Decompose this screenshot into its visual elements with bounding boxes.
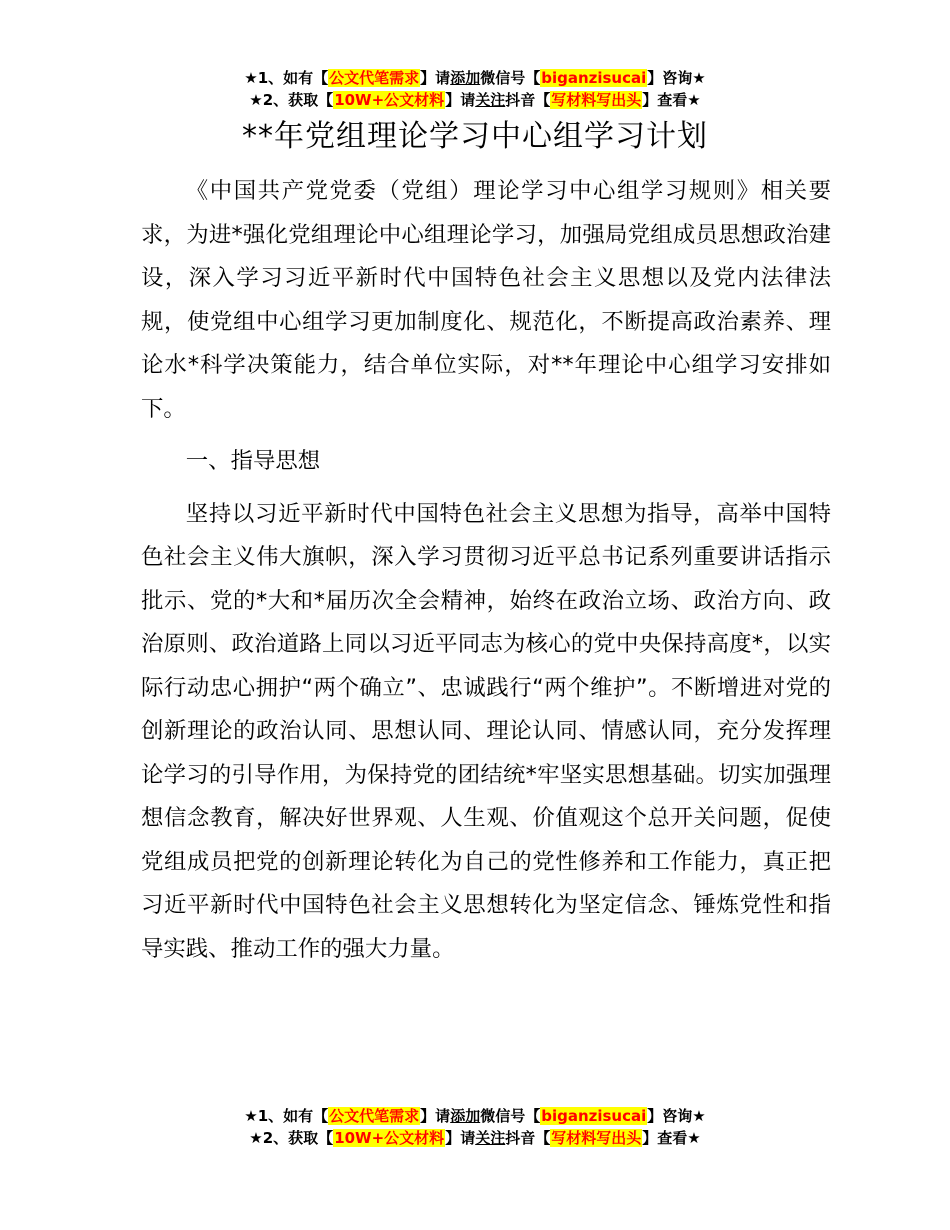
douyin-id: 写材料写出头 xyxy=(551,91,642,109)
section-heading: 一、指导思想 xyxy=(185,448,321,474)
banner-text: ★2、获取【 xyxy=(249,1129,334,1147)
banner-line-1 xyxy=(0,67,950,89)
banner-text: 】咨询★ xyxy=(647,1107,706,1125)
banner-text: 抖音【 xyxy=(505,1129,551,1147)
banner-text: ★1、如有【 xyxy=(244,69,329,87)
banner-text: ★1、如有【 xyxy=(244,1107,329,1125)
top-banner xyxy=(0,67,950,111)
underlined-text: 关注 xyxy=(475,91,506,109)
banner-text: 】请 xyxy=(420,69,451,87)
banner-text: 微信号【 xyxy=(480,1107,541,1125)
highlight-text: 10W+公文材料 xyxy=(334,1129,445,1147)
underlined-text: 关注 xyxy=(475,1129,506,1147)
banner-text: 】请 xyxy=(445,1129,476,1147)
underlined-text: 添加 xyxy=(450,69,481,87)
douyin-id: 写材料写出头 xyxy=(551,1129,642,1147)
highlight-text: 公文代笔需求 xyxy=(329,69,420,87)
section-paragraph: 坚持以习近平新时代中国特色社会主义思想为指导，高举中国特色社会主义伟大旗帜，深入学习贯彻习近平总书记系列重要讲话指示批示、党的*大和*届历次全会精神，始终在政治立场、政治方向、政治原则、政治道路上同以习近平同志为核心的党中央保持高度*，以实际行动忠心拥护“两个确立”、忠诚践行“两个维护”。不断增进对党的创新理论的政治认同、思想认同、理论认同、情感认同，充分发挥理论学习的引导作用，为保持党的团结统*牢坚实思想基础。切实加强理想信念教育，解决好世界观、人生观、价值观这个总开关问题，促使党组成员把党的创新理论转化为自己的党性修养和工作能力，真正把习近平新时代中国特色社会主义思想转化为坚定信念、锤炼党性和指导实践、推动工作的强大力量。 xyxy=(141,500,831,962)
banner-text: 】请 xyxy=(420,1107,451,1125)
banner-text: 】查看★ xyxy=(642,1129,701,1147)
banner-line-1 xyxy=(0,1105,950,1127)
banner-text: ★2、获取【 xyxy=(249,91,334,109)
document-title: **年党组理论学习中心组学习计划 xyxy=(242,119,708,154)
banner-line-2 xyxy=(0,1127,950,1149)
banner-text: 】咨询★ xyxy=(647,69,706,87)
banner-text: 抖音【 xyxy=(505,91,551,109)
wechat-id: biganzisucai xyxy=(541,69,647,87)
highlight-text: 10W+公文材料 xyxy=(334,91,445,109)
highlight-text: 公文代笔需求 xyxy=(329,1107,420,1125)
intro-paragraph: 《中国共产党党委（党组）理论学习中心组学习规则》相关要求，为进*强化党组理论中心组理论学习，加强局党组成员思想政治建设，深入学习习近平新时代中国特色社会主义思想以及党内法律法规，使党组中心组学习更加制度化、规范化，不断提高政治素养、理论水*科学决策能力，结合单位实际，对**年理论中心组学习安排如下。 xyxy=(141,178,831,422)
bottom-banner xyxy=(0,1105,950,1149)
banner-text: 】查看★ xyxy=(642,91,701,109)
banner-text: 微信号【 xyxy=(480,69,541,87)
banner-text: 】请 xyxy=(445,91,476,109)
underlined-text: 添加 xyxy=(450,1107,481,1125)
banner-line-2 xyxy=(0,89,950,111)
wechat-id: biganzisucai xyxy=(541,1107,647,1125)
document-body xyxy=(141,170,831,971)
